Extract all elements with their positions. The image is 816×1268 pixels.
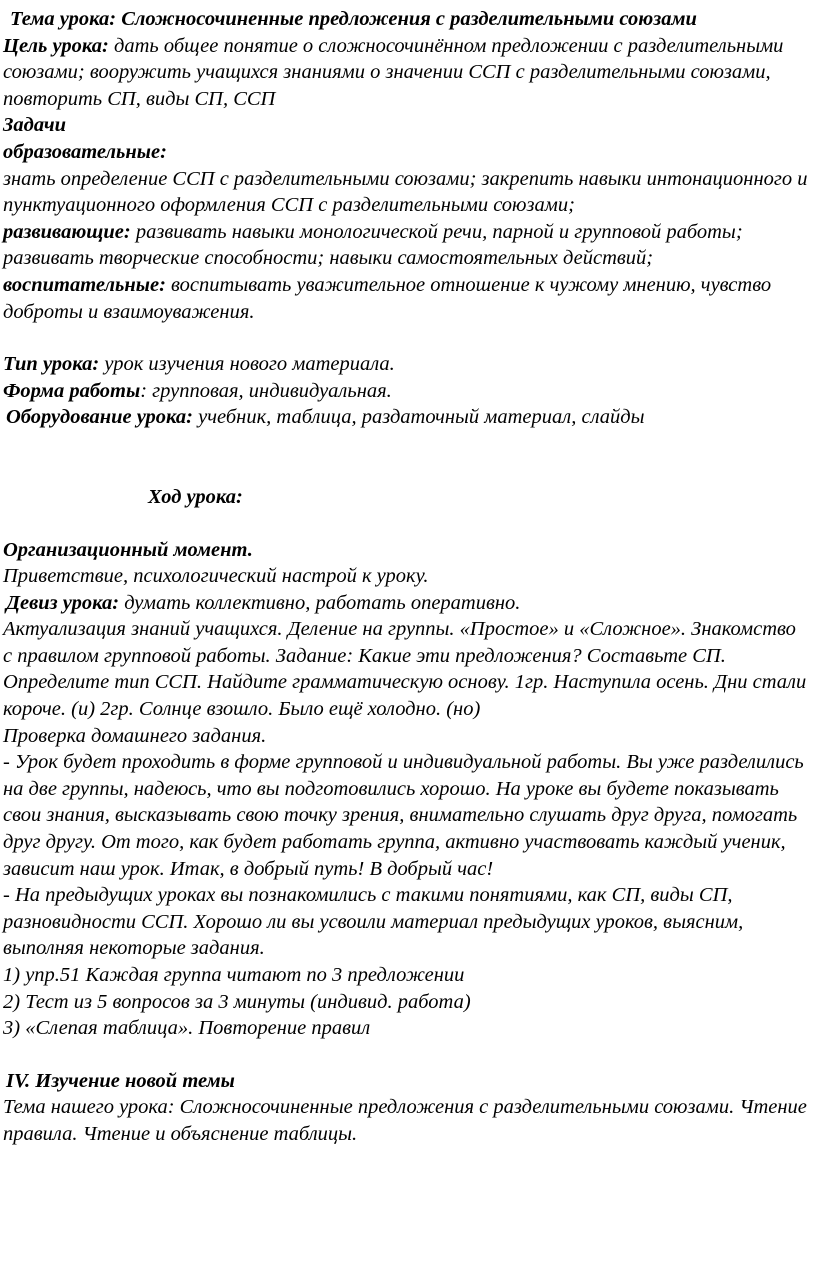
educational-value: знать определение ССП с разделительными союзами; закрепить навыки интонационного и пунктуационного оформления ССП с разделительными союзами; bbox=[3, 167, 808, 217]
greeting: Приветствие, психологический настрой к уроку. bbox=[3, 565, 429, 588]
lesson-topic bbox=[3, 6, 810, 33]
topic-value: Сложносочиненные предложения с разделительными союзами bbox=[116, 8, 697, 30]
list-item: 2) Тест из 5 вопросов за 3 минуты (индивид. работа) bbox=[3, 990, 471, 1013]
org-heading: Организационный момент. bbox=[3, 538, 253, 561]
new-topic-body: Тема нашего урока: Сложносочиненные предложения с разделительными союзами. Чтение правила. Чтение и объяснение таблицы. bbox=[3, 1096, 807, 1145]
form-value: : групповая, индивидуальная. bbox=[140, 379, 392, 402]
type-label: Тип урока: bbox=[3, 353, 100, 376]
motto-value: думать коллективно, работать оперативно. bbox=[119, 591, 521, 614]
educational-label: образовательные: bbox=[3, 140, 167, 163]
spacer bbox=[3, 325, 810, 351]
upbringing-label: воспитательные: bbox=[3, 273, 166, 296]
work-form bbox=[3, 378, 810, 405]
spacer bbox=[3, 511, 810, 537]
lesson-type bbox=[3, 351, 810, 378]
paragraph-actualization: Актуализация знаний учащихся. Деление на группы. «Простое» и «Сложное». Знакомство с правилом групповой работы. Задание: Какие эти предложения? Составьте СП. Определите тип ССП. Найдите грамматическую основу. 1гр. Наступила осень. Дни стали короче. (и) 2гр. Солнце взошло. Было ещё холодно. (но) bbox=[3, 618, 807, 721]
developing-value: развивать навыки монологической речи, парной и групповой работы; bbox=[130, 220, 743, 243]
equipment-label: Оборудование урока: bbox=[6, 406, 194, 429]
form-label: Форма работы bbox=[3, 379, 141, 402]
topic-label: Тема урока: bbox=[10, 8, 117, 30]
lesson-goal bbox=[3, 33, 810, 113]
developing-task-2: развивать творческие способности; навыки самостоятельных действий; bbox=[3, 247, 654, 270]
list-item: 3) «Слепая таблица». Повторение правил bbox=[3, 1017, 371, 1040]
motto-label: Девиз урока: bbox=[6, 591, 120, 614]
equipment bbox=[3, 404, 810, 431]
spacer bbox=[3, 1042, 810, 1068]
course-heading: Ход урока: bbox=[148, 485, 243, 508]
goal-label: Цель урока: bbox=[3, 34, 109, 57]
new-topic-heading: IV. Изучение новой темы bbox=[6, 1069, 235, 1092]
motto bbox=[3, 590, 810, 617]
paragraph-previous-lessons: - На предыдущих уроках вы познакомились с такими понятиями, как СП, виды СП, разновидности ССП. Хорошо ли вы усвоили материал предыдущих уроков, выясним, выполняя некоторые задания. bbox=[3, 884, 744, 960]
tasks-heading: Задачи bbox=[3, 114, 66, 137]
developing-label: развивающие: bbox=[3, 220, 131, 243]
developing-task bbox=[3, 219, 810, 246]
paragraph-group-work: - Урок будет проходить в форме групповой и индивидуальной работы. Вы уже разделились на две группы, надеюсь, что вы подготовились хорошо. На уроке вы будете показывать свои знания, высказывать свою точку зрения, внимательно слушать друг друга, помогать друг другу. От того, как будет работать группа, активно участвовать каждый ученик, зависит наш урок. Итак, в добрый путь! В добрый час! bbox=[3, 751, 804, 880]
upbringing-value: воспитывать уважительное отношение к чужому мнению, чувство доброты и взаимоуважения. bbox=[3, 273, 772, 323]
type-value: урок изучения нового материала. bbox=[99, 353, 395, 376]
list-item: 1) упр.51 Каждая группа читают по 3 предложении bbox=[3, 964, 465, 986]
spacer bbox=[3, 431, 810, 484]
homework-check: Проверка домашнего задания. bbox=[3, 724, 267, 747]
goal-value: дать общее понятие о сложносочинённом предложении с разделительными союзами; вооружить учащихся знаниями о значении ССП с разделительными союзами, повторить СП, виды СП, ССП bbox=[3, 34, 784, 110]
upbringing-task bbox=[3, 272, 810, 325]
equipment-value: учебник, таблица, раздаточный материал, слайды bbox=[193, 406, 645, 429]
